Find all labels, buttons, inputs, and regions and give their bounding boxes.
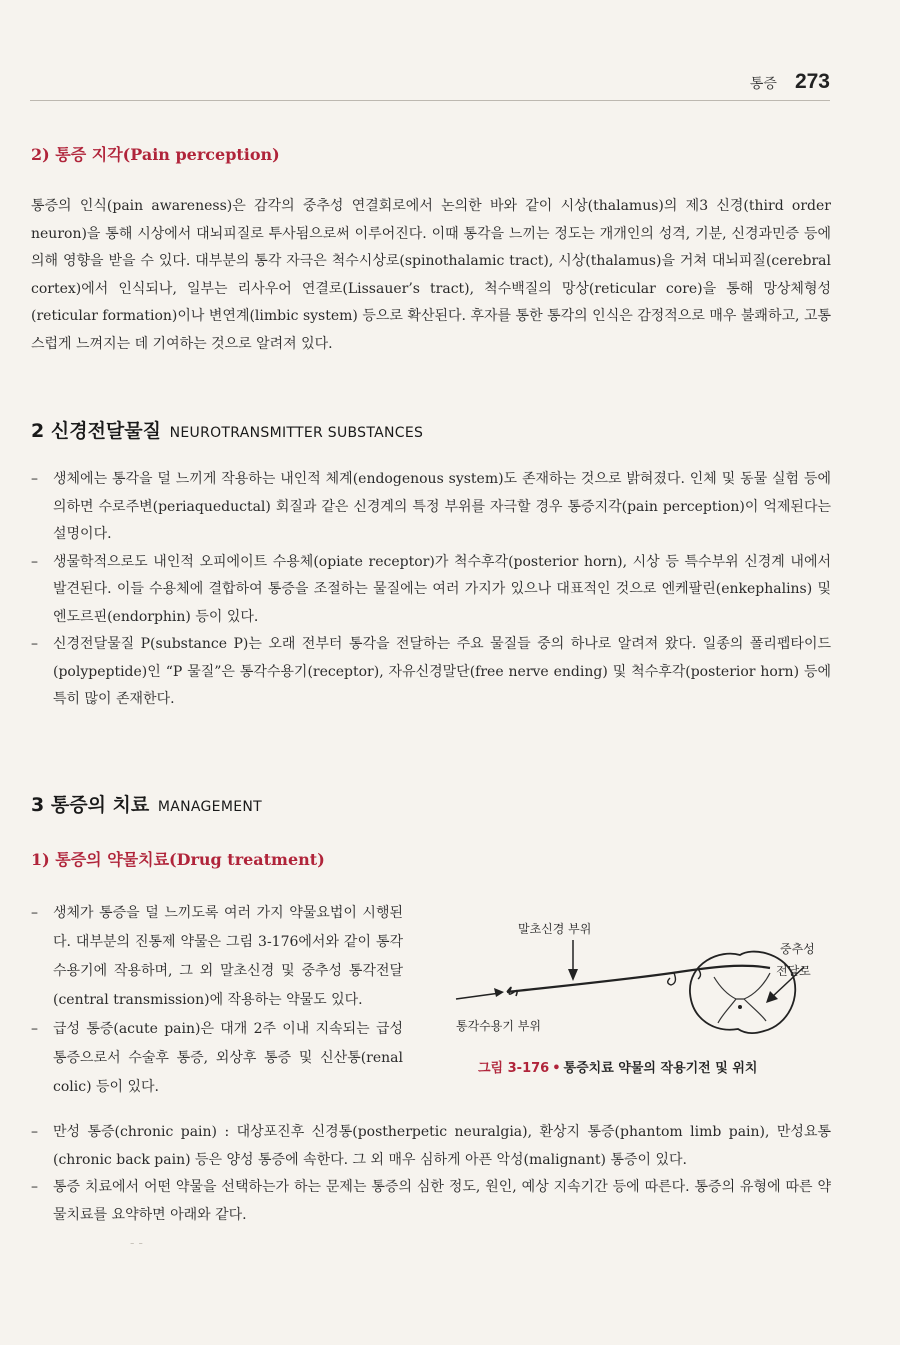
synapse-icon [668, 973, 676, 985]
receptor-arrow [456, 993, 500, 999]
synapse-icon [698, 969, 701, 979]
figure-caption [478, 1057, 757, 1076]
page-number: 273 [794, 70, 830, 93]
section-heading-neurotransmitter [31, 416, 423, 443]
label-central-pathway: 전달로 [776, 964, 811, 978]
section-title: 통증의 치료 [50, 794, 150, 816]
neurotransmitter-list [31, 466, 831, 714]
figure-caption-number: 그림 3-176 [478, 1061, 550, 1076]
header-divider [30, 100, 830, 101]
list-item: – 생체가 통증을 덜 느끼도록 여러 가지 약물요법이 시행된다. 대부분의 진통제 약물은 그림 3-176에서와 같이 통각수용기에 작용하며, 그 외 말초신경 및 중추성 통각전달(central transmission)에 작용하는 약물도 있다. [31, 905, 403, 1008]
section-number: 3 [31, 794, 45, 816]
running-header-section: 통증 [749, 76, 777, 92]
list-item: – 신경전달물질 P(substance P)는 오래 전부터 통각을 전달하는 주요 물질들 중의 하나로 알려져 왔다. 일종의 폴리펩타이드(polypeptide)인 “P 물질”은 통각수용기(receptor), 자유신경말단(free nerve ending) 및 척수후각(posterior horn) 등에 특히 많이 존재한다. [31, 636, 831, 707]
central-canal [738, 1005, 742, 1009]
section-number: 2 [31, 420, 45, 442]
peripheral-arrowhead [568, 969, 578, 981]
label-receptor-site: 통각수용기 부위 [456, 1019, 541, 1033]
smudge-mark: ‐ ‐ [130, 1236, 143, 1251]
grey-matter [714, 973, 770, 1023]
subsection-title-drug-treatment: 1) 통증의 약물치료(Drug treatment) [31, 850, 325, 869]
receptor-arrowhead [494, 988, 504, 997]
figure-3-176 [452, 915, 852, 1085]
pain-pathway-diagram [452, 915, 852, 1055]
list-item: – 만성 통증(chronic pain) : 대상포진후 신경통(postherpetic neuralgia), 환상지 통증(phantom limb pain), 만성요통(chronic back pain) 등은 양성 통증에 속한다. 그 외 매우 심하게 아픈 악성(malignant) 통증이 있다. [31, 1124, 831, 1168]
list-item: – 통증 치료에서 어떤 약물을 선택하는가 하는 문제는 통증의 심한 정도, 원인, 예상 지속기간 등에 따른다. 통증의 유형에 따른 약물치료를 요약하면 아래와 같다. [31, 1179, 831, 1223]
section-title: 신경전달물질 [50, 420, 161, 442]
section-title-english: MANAGEMENT [157, 799, 262, 815]
subsection-title-pain-perception: 2) 통증 지각(Pain perception) [31, 145, 280, 164]
list-item: – 생물학적으로도 내인적 오피에이트 수용체(opiate receptor)가 척수후각(posterior horn), 시상 등 특수부위 신경계 내에서 발견된다. 이들 수용체에 결합하여 통증을 조절하는 물질에는 여러 가지가 있으나 대표적인 것으로 엔케팔린(enkephalins) 및 엔도르핀(endorphin) 등이 있다. [31, 553, 831, 625]
list-item: – 생체에는 통각을 덜 느끼게 작용하는 내인적 체계(endogenous system)도 존재하는 것으로 밝혀졌다. 인체 및 동물 실험 등에 의하면 수로주변(periaqueductal) 회질과 같은 신경계의 특정 부위를 자극할 경우 통증지각(pain perception)이 억제된다는 설명이다. [31, 471, 831, 542]
label-central: 중추성 [780, 942, 815, 956]
figure-caption-separator: • [552, 1061, 561, 1076]
section-heading-management [31, 790, 262, 817]
pain-perception-paragraph: 통증의 인식(pain awareness)은 감각의 중추성 연결회로에서 논의한 바와 같이 시상(thalamus)의 제3 신경(third order neuron)을 통해 시상에서 대뇌피질로 투사됨으로써 이루어진다. 이때 통각을 느끼는 정도는 개개인의 성격, 기분, 신경과민증 등에 의해 영향을 받을 수 있다. 대부분의 통각 자극은 척수시상로(spinothalamic tract), 시상(thalamus)을 거쳐 대뇌피질(cerebral cortex)에서 인식되나, 일부는 리사우어 연결로(Lissauer’s tract), 척수백질의 망상(reticular core)을 통해 망상체형성(reticular formation)이나 변연계(limbic system) 등으로 확산된다. 후자를 통한 통각의 인식은 감정적으로 매우 불쾌하고, 고통스럽게 느껴지는 데 기여하는 것으로 알려져 있다. [31, 198, 831, 352]
list-item: – 급성 통증(acute pain)은 대개 2주 이내 지속되는 급성 통증으로서 수술후 통증, 외상후 통증 및 신산통(renal colic) 등이 있다. [31, 1021, 403, 1095]
section-title-english: NEUROTRANSMITTER SUBSTANCES [169, 425, 424, 441]
figure-caption-text: 통증치료 약물의 작용기전 및 위치 [563, 1061, 758, 1076]
drug-treatment-list-narrow [31, 899, 403, 1102]
nerve-fiber-line [507, 966, 770, 992]
label-peripheral-nerve: 말초신경 부위 [518, 922, 592, 936]
running-header [750, 70, 830, 94]
drug-treatment-list-wide [31, 1119, 831, 1229]
